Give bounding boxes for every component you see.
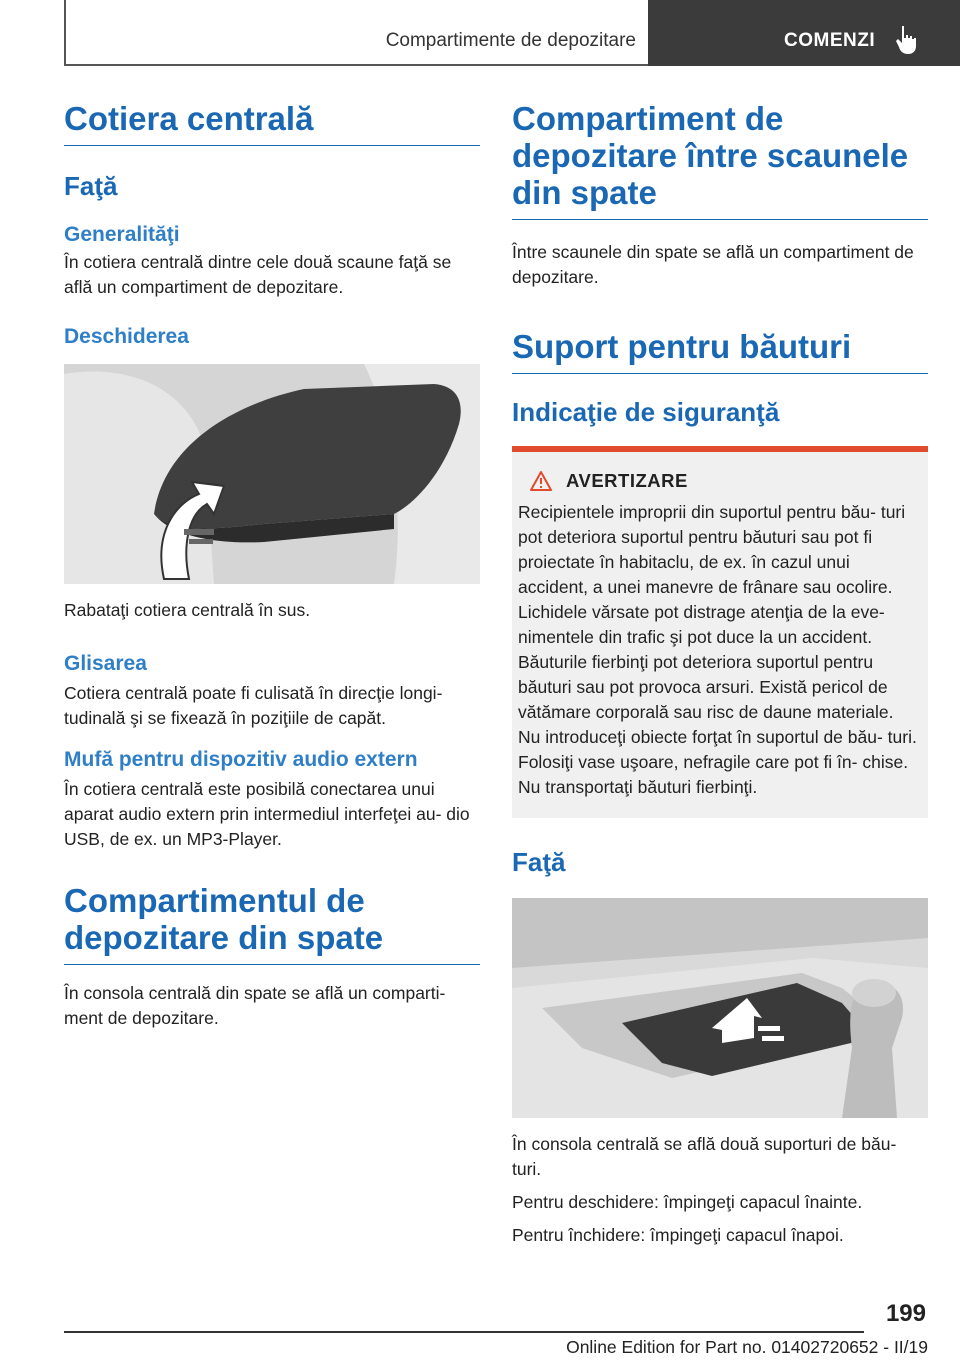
heading-sliding: Glisarea [64,652,147,675]
warning-header [530,470,920,492]
heading-front-cupholder: Faţă [512,847,566,877]
heading-opening: Deschiderea [64,325,189,348]
text-closing-lid: Pentru închidere: împingeţi capacul înapoi. [512,1225,844,1245]
text-between-seats: Între scaunele din spate se află un compartiment de depozitare. [512,242,914,287]
heading-rear-compartment: Compartimentul de depozitare din spate [64,882,480,965]
text-general: În cotiera centrală dintre cele două scaune faţă se află un compartiment de depozitare. [64,252,452,297]
caption-armrest: Rabataţi cotiera centrală în sus. [64,600,311,620]
warning-triangle-icon [530,471,552,491]
warning-text: Recipientele improprii din suportul pentru bău- turi pot deteriora suportul pentru băuturi sau pot fi proiectate în habitaclu, de ex. în cazul unui accident, a unei manevre de frânare sau ocolire. Lichidele vărsate pot distrage atenţia de la eve- nimentele din trafic şi pot duce la un accident. Băuturile fierbinţi pot deteriora suportul pentru băuturi sau pot provoca arsuri. Există pericol de vătămare corporală sau risc de daune materiale. Nu introduceţi obiecte forţat în suportul de bău- turi. Folosiţi vase uşoare, nefragile care pot fi în- chise. Nu transportaţi băuturi fierbinţi. [518,502,917,797]
hand-pointer-icon [893,24,923,56]
heading-between-seats: Compartiment de depozitare între scaunele din spate [512,100,928,220]
header-bottom-rule [64,64,648,66]
footer-edition: Online Edition for Part no. 01402720652 - II/19 [566,1337,928,1357]
heading-safety: Indicaţie de siguranţă [512,397,780,427]
cupholder-illustration [512,898,928,1118]
text-console: În consola centrală se află două suporturi de bău- turi. [512,1134,897,1179]
footer-rule [64,1331,864,1333]
header-section-title: Compartimente de depozitare [385,30,636,51]
right-column [512,100,928,1248]
page-header [0,0,960,66]
text-sliding: Cotiera centrală poate fi culisată în direcţie longi- tudinală şi se fixează în poziţiile de capăt. [64,683,443,728]
heading-front: Faţă [64,171,118,201]
warning-box [512,446,928,818]
heading-armrest: Cotiera centrală [64,100,480,146]
warning-title: AVERTIZARE [566,470,688,491]
heading-general: Generalităţi [64,223,180,246]
header-chapter-label[interactable]: COMENZI [784,30,876,51]
armrest-illustration [64,364,480,584]
page-number: 199 [885,1300,926,1327]
left-column [64,100,480,1031]
text-opening-lid: Pentru deschidere: împingeţi capacul înainte. [512,1192,863,1212]
text-rear-compartment: În consola centrală din spate se află un comparti- ment de depozitare. [64,983,446,1028]
heading-cupholder: Suport pentru băuturi [512,328,928,374]
heading-audio-socket: Mufă pentru dispozitiv audio extern [64,748,418,771]
text-audio-socket: În cotiera centrală este posibilă conectarea unui aparat audio extern prin intermediul interfeţei au- dio USB, de ex. un MP3-Player. [64,779,470,849]
